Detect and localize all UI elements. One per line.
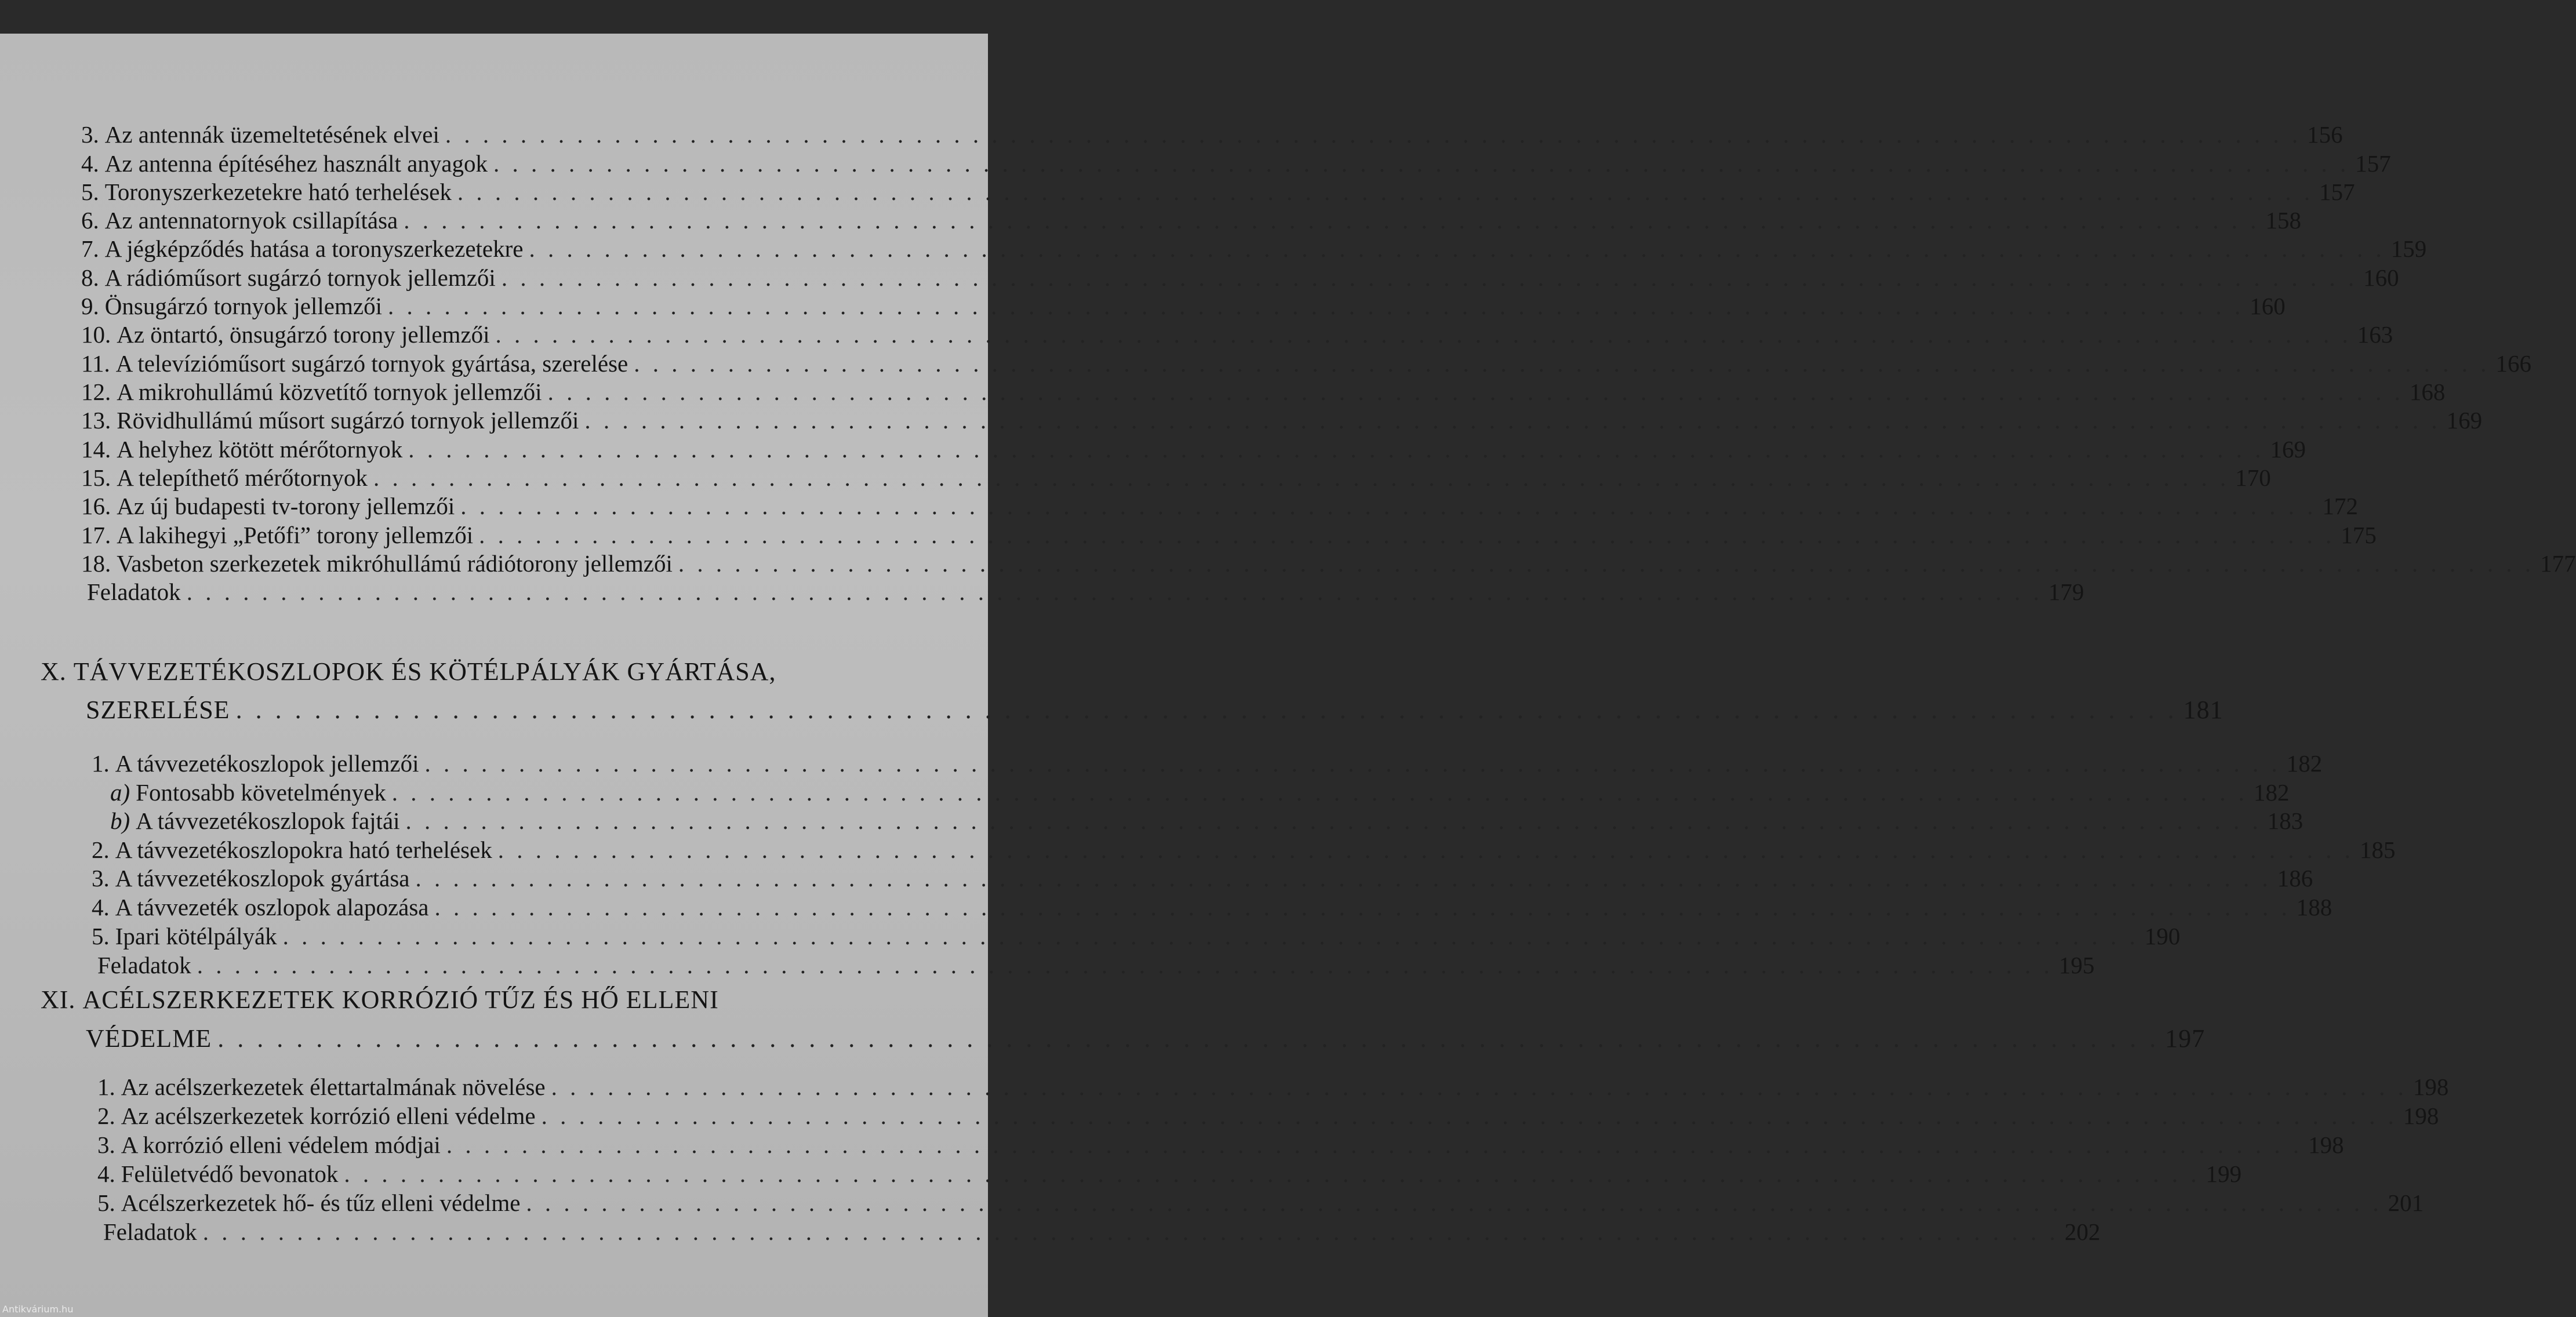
toc-entry (81, 349, 2531, 378)
leader-dots: . . . . . . . . . . . . . . . . . . . . . . . . . . . . . . . . . . . . . . . . . . . . . . . . . . . . . . . . . . . . . . . . . . . . . . . . . . . . . . . . . . . . . . . . . . . . . . . . . . . (197, 952, 2053, 978)
leader-dots: . . . . . . . . . . . . . . . . . . . . . . . . . . . . . . . . . . . . . . . . . . . . . . . . . . . . . . . . . . . . . . . . . . . . . . . . . . . . . . . . . . . . . . . . . . . . . . . . . . . (501, 264, 2358, 291)
entry-title: A mikrohullámú közvetítő tornyok jellemzői (117, 379, 542, 405)
entry-title: Az acélszerkezetek élettartalmának növelése (121, 1074, 546, 1100)
entry-number: 4. (97, 1160, 115, 1187)
entry-number: 6. (81, 207, 99, 234)
entry-title: Az antenna építéséhez használt anyagok (104, 150, 488, 177)
toc-subentry (110, 806, 2303, 835)
leader-dots: . . . . . . . . . . . . . . . . . . . . . . . . . . . . . . . . . . . . . . . . . . . . . . . . . . . . . . . . . . . . . . . . . . . . . . . . . . . . . . . . . . . . . . . . . . . . . . . . . . . (547, 379, 2404, 405)
entry-title: Vasbeton szerkezetek mikróhullámú rádiótorony jellemzői (117, 550, 673, 577)
entry-page-number: 201 (2388, 1189, 2424, 1216)
entry-number: a) (110, 779, 130, 806)
entry-number: 3. (81, 121, 99, 148)
entry-number: 2. (97, 1103, 115, 1129)
leader-dots: . . . . . . . . . . . . . . . . . . . . . . . . . . . . . . . . . . . . . . . . . . . . . . . . . . . . . . . . . . . . . . . . . . . . . . . . . . . . . . . . . . . . . . . . . . . . . . . . . . . (415, 865, 2272, 892)
entry-number: 3. (92, 865, 110, 892)
toc-entry (81, 377, 2446, 406)
leader-dots: . . . . . . . . . . . . . . . . . . . . . . . . . . . . . . . . . . . . . . . . . . . . . . . . . . . . . . . . . . . . . . . . . . . . . . . . . . . . . . . . . . . . . . . . . . . . . . . . . . . (282, 923, 2139, 949)
entry-number: 16. (81, 493, 111, 519)
entry-page-number: 168 (2409, 379, 2446, 405)
entry-title: A távvezeték oszlopok alapozása (115, 894, 429, 921)
entry-title: Önsugárzó tornyok jellemzői (104, 293, 382, 319)
chapter-title-line-2: VÉDELME (86, 1024, 212, 1053)
toc-entry (81, 177, 2355, 206)
leader-dots: . . . . . . . . . . . . . . . . . . . . . . . . . . . . . . . . . . . . . . . . . . . . . . . . . . . . . . . . . . . . . . . . . . . . . . . . . . . . . . . . . . . . . . . . . . . . . . . . . . . (217, 1024, 2160, 1053)
chapter-title-line-1: ACÉLSZERKEZETEK KORRÓZIÓ TŰZ ÉS HŐ ELLENI (82, 985, 719, 1014)
entry-number: 8. (81, 264, 99, 291)
entry-number: 7. (81, 235, 99, 262)
entry-title: Toronyszerkezetekre ható terhelések (104, 179, 452, 205)
chapter-title-line-1: TÁVVEZETÉKOSZLOPOK ÉS KÖTÉLPÁLYÁK GYÁRTÁSA, (73, 657, 776, 686)
entry-title: Acélszerkezetek hő- és tűz elleni védelme (121, 1189, 521, 1216)
entry-title: A telepíthető mérőtornyok (117, 464, 368, 491)
entry-number: 10. (81, 321, 111, 348)
leader-dots: . . . . . . . . . . . . . . . . . . . . . . . . . . . . . . . . . . . . . . . . . . . . . . . . . . . . . . . . . . . . . . . . . . . . . . . . . . . . . . . . . . . . . . . . . . . . . . . . . . . (404, 207, 2260, 234)
entry-title: A távvezetékoszlopokra ható terhelések (115, 836, 492, 863)
entry-title: A távvezetékoszlopok fajtái (136, 807, 400, 834)
toc-subentry (110, 778, 2290, 807)
entry-number: 3. (97, 1132, 115, 1158)
entry-title: Feladatok (97, 952, 191, 978)
book-page (0, 34, 2576, 1317)
entry-page-number: 190 (2144, 923, 2181, 949)
entry-page-number: 175 (2341, 522, 2377, 548)
entry-title: A korrózió elleni védelem módjai (121, 1132, 441, 1158)
toc-entry (81, 577, 2084, 606)
entry-number: 12. (81, 379, 111, 405)
leader-dots: . . . . . . . . . . . . . . . . . . . . . . . . . . . . . . . . . . . . . . . . . . . . . . . . . . . . . . . . . . . . . . . . . . . . . . . . . . . . . . . . . . . . . . . . . . . . . . . . . . . (434, 894, 2291, 921)
entry-page-number: 166 (2495, 350, 2531, 377)
entry-number: 5. (81, 179, 99, 205)
chapter-page-number: 197 (2165, 1024, 2206, 1053)
entry-title: Az antennatornyok csillapítása (104, 207, 398, 234)
watermark: Antikvárium.hu (2, 1304, 74, 1315)
chapter-numeral: XI. (41, 985, 83, 1014)
entry-number: 18. (81, 550, 111, 577)
entry-page-number: 202 (2064, 1218, 2101, 1245)
toc-entry (97, 1188, 2424, 1217)
leader-dots: . . . . . . . . . . . . . . . . . . . . . . . . . . . . . . . . . . . . . . . . . . . . . . . . . . . . . . . . . . . . . . . . . . . . . . . . . . . . . . . . . . . . . . . . . . . . . . . . . . . (634, 350, 2490, 377)
leader-dots: . . . . . . . . . . . . . . . . . . . . . . . . . . . . . . . . . . . . . . . . . . . . . . . . . . . . . . . . . . . . . . . . . . . . . . . . . . . . . . . . . . . . . . . . . . . . . . . . . . . (446, 1132, 2303, 1158)
toc-entry (81, 435, 2306, 464)
toc-entry (97, 1101, 2439, 1130)
entry-page-number: 160 (2363, 264, 2399, 291)
entry-title: A helyhez kötött mérőtornyok (117, 436, 403, 463)
toc-entry (81, 521, 2377, 550)
entry-page-number: 169 (2270, 436, 2306, 463)
entry-number: 14. (81, 436, 111, 463)
toc-entry (81, 463, 2271, 492)
leader-dots: . . . . . . . . . . . . . . . . . . . . . . . . . . . . . . . . . . . . . . . . . . . . . . . . . . . . . . . . . . . . . . . . . . . . . . . . . . . . . . . . . . . . . . . . . . . . . . . . . . . (373, 464, 2230, 491)
entry-page-number: 199 (2206, 1160, 2242, 1187)
toc-entry (92, 893, 2332, 922)
toc-entry (81, 549, 2576, 578)
leader-dots: . . . . . . . . . . . . . . . . . . . . . . . . . . . . . . . . . . . . . . . . . . . . . . . . . . . . . . . . . . . . . . . . . . . . . . . . . . . . . . . . . . . . . . . . . . . . . . . . . . . (186, 579, 2043, 605)
entry-page-number: 172 (2322, 493, 2358, 519)
entry-number: 15. (81, 464, 111, 491)
entry-page-number: 195 (2058, 952, 2095, 978)
toc-entry (92, 835, 2396, 864)
entry-title: A jégképződés hatása a toronyszerkezetekre (104, 235, 524, 262)
toc-entry (81, 406, 2483, 435)
entry-page-number: 186 (2277, 865, 2313, 892)
leader-dots: . . . . . . . . . . . . . . . . . . . . . . . . . . . . . . . . . . . . . . . . . . . . . . . . . . . . . . . . . . . . . . . . . . . . . . . . . . . . . . . . . . . . . . . . . . . . . . . . . . . (424, 750, 2281, 777)
leader-dots: . . . . . . . . . . . . . . . . . . . . . . . . . . . . . . . . . . . . . . . . . . . . . . . . . . . . . . . . . . . . . . . . . . . . . . . . . . . . . . . . . . . . . . . . . . . . . . . . . . . (541, 1103, 2397, 1129)
entry-title: Fontosabb követelmények (136, 779, 386, 806)
toc-entry (81, 120, 2343, 149)
entry-page-number: 177 (2540, 550, 2576, 577)
toc-entry (81, 292, 2286, 321)
toc-entry (81, 263, 2399, 292)
leader-dots: . . . . . . . . . . . . . . . . . . . . . . . . . . . . . . . . . . . . . . . . . . . . . . . . . . . . . . . . . . . . . . . . . . . . . . . . . . . . . . . . . . . . . . . . . . . . . . . . . . . (408, 436, 2265, 463)
entry-page-number: 183 (2267, 807, 2303, 834)
entry-page-number: 198 (2412, 1074, 2449, 1100)
entry-page-number: 170 (2235, 464, 2271, 491)
chapter-numeral: X. (41, 657, 74, 686)
leader-dots: . . . . . . . . . . . . . . . . . . . . . . . . . . . . . . . . . . . . . . . . . . . . . . . . . . . . . . . . . . . . . . . . . . . . . . . . . . . . . . . . . . . . . . . . . . . . . . . . . . . (493, 150, 2350, 177)
entry-page-number: 198 (2403, 1103, 2439, 1129)
entry-page-number: 169 (2446, 407, 2483, 434)
entry-page-number: 198 (2308, 1132, 2344, 1158)
toc-entry (92, 922, 2181, 951)
entry-number: 2. (92, 836, 110, 863)
entry-page-number: 182 (2286, 750, 2323, 777)
leader-dots: . . . . . . . . . . . . . . . . . . . . . . . . . . . . . . . . . . . . . . . . . . . . . . . . . . . . . . . . . . . . . . . . . . . . . . . . . . . . . . . . . . . . . . . . . . . . . . . . . . . (460, 493, 2317, 519)
entry-number: 5. (97, 1189, 115, 1216)
entry-number: 1. (92, 750, 110, 777)
entry-page-number: 179 (2048, 579, 2084, 605)
toc-entry (81, 234, 2427, 263)
entry-title: Felületvédő bevonatok (121, 1160, 339, 1187)
entry-number: 9. (81, 293, 99, 319)
entry-page-number: 156 (2307, 121, 2343, 148)
entry-title: Feladatok (103, 1218, 197, 1245)
leader-dots: . . . . . . . . . . . . . . . . . . . . . . . . . . . . . . . . . . . . . . . . . . . . . . . . . . . . . . . . . . . . . . . . . . . . . . . . . . . . . . . . . . . . . . . . . . . . . . . . . . . (584, 407, 2441, 434)
entry-title: Ipari kötélpályák (115, 923, 277, 949)
leader-dots: . . . . . . . . . . . . . . . . . . . . . . . . . . . . . . . . . . . . . . . . . . . . . . . . . . . . . . . . . . . . . . . . . . . . . . . . . . . . . . . . . . . . . . . . . . . . . . . . . . . (344, 1160, 2200, 1187)
entry-title: A távvezetékoszlopok jellemzői (115, 750, 419, 777)
entry-page-number: 157 (2319, 179, 2355, 205)
leader-dots: . . . . . . . . . . . . . . . . . . . . . . . . . . . . . . . . . . . . . . . . . . . . . . . . . . . . . . . . . . . . . . . . . . . . . . . . . . . . . . . . . . . . . . . . . . . . . . . . . . . (457, 179, 2314, 205)
leader-dots: . . . . . . . . . . . . . . . . . . . . . . . . . . . . . . . . . . . . . . . . . . . . . . . . . . . . . . . . . . . . . . . . . . . . . . . . . . . . . . . . . . . . . . . . . . . . . . . . . . . (526, 1189, 2382, 1216)
entry-title: Rövidhullámú műsort sugárzó tornyok jellemzői (117, 407, 579, 434)
entry-title: A lakihegyi „Petőfi” torony jellemzői (117, 522, 474, 548)
entry-number: 4. (92, 894, 110, 921)
entry-number: 5. (92, 923, 110, 949)
entry-page-number: 160 (2250, 293, 2286, 319)
entry-title: A rádióműsort sugárzó tornyok jellemzői (104, 264, 496, 291)
entry-title: Feladatok (87, 579, 181, 605)
leader-dots: . . . . . . . . . . . . . . . . . . . . . . . . . . . . . . . . . . . . . . . . . . . . . . . . . . . . . . . . . . . . . . . . . . . . . . . . . . . . . . . . . . . . . . . . . . . . . . . . . . . (678, 550, 2535, 577)
entry-page-number: 163 (2357, 321, 2393, 348)
entry-page-number: 157 (2355, 150, 2391, 177)
leader-dots: . . . . . . . . . . . . . . . . . . . . . . . . . . . . . . . . . . . . . . . . . . . . . . . . . . . . . . . . . . . . . . . . . . . . . . . . . . . . . . . . . . . . . . . . . . . . . . . . . . . (235, 696, 2178, 724)
leader-dots: . . . . . . . . . . . . . . . . . . . . . . . . . . . . . . . . . . . . . . . . . . . . . . . . . . . . . . . . . . . . . . . . . . . . . . . . . . . . . . . . . . . . . . . . . . . . . . . . . . . (391, 779, 2248, 806)
leader-dots: . . . . . . . . . . . . . . . . . . . . . . . . . . . . . . . . . . . . . . . . . . . . . . . . . . . . . . . . . . . . . . . . . . . . . . . . . . . . . . . . . . . . . . . . . . . . . . . . . . . (497, 836, 2355, 863)
toc-entry (81, 149, 2391, 178)
leader-dots: . . . . . . . . . . . . . . . . . . . . . . . . . . . . . . . . . . . . . . . . . . . . . . . . . . . . . . . . . . . . . . . . . . . . . . . . . . . . . . . . . . . . . . . . . . . . . . . . . . . (479, 522, 2335, 548)
toc-entry (81, 206, 2301, 235)
toc-entry (92, 951, 2095, 980)
leader-dots: . . . . . . . . . . . . . . . . . . . . . . . . . . . . . . . . . . . . . . . . . . . . . . . . . . . . . . . . . . . . . . . . . . . . . . . . . . . . . . . . . . . . . . . . . . . . . . . . . . . (551, 1074, 2407, 1100)
entry-title: A távvezetékoszlopok gyártása (115, 865, 410, 892)
entry-page-number: 159 (2390, 235, 2427, 262)
toc-entry (92, 749, 2323, 778)
entry-page-number: 188 (2296, 894, 2332, 921)
entry-number: 13. (81, 407, 111, 434)
toc-entry (92, 864, 2313, 893)
toc-entry (81, 320, 2393, 349)
toc-entry (97, 1217, 2101, 1246)
leader-dots: . . . . . . . . . . . . . . . . . . . . . . . . . . . . . . . . . . . . . . . . . . . . . . . . . . . . . . . . . . . . . . . . . . . . . . . . . . . . . . . . . . . . . . . . . . . . . . . . . . . (529, 235, 2385, 262)
entry-number: b) (110, 807, 130, 834)
toc-entry (97, 1159, 2242, 1188)
toc-entry (81, 492, 2358, 521)
entry-number: 17. (81, 522, 111, 548)
entry-number: 11. (81, 350, 110, 377)
entry-title: Az öntartó, önsugárzó torony jellemzői (117, 321, 490, 348)
leader-dots: . . . . . . . . . . . . . . . . . . . . . . . . . . . . . . . . . . . . . . . . . . . . . . . . . . . . . . . . . . . . . . . . . . . . . . . . . . . . . . . . . . . . . . . . . . . . . . . . . . . (445, 121, 2302, 148)
entry-page-number: 182 (2253, 779, 2290, 806)
entry-title: Az új budapesti tv-torony jellemzői (117, 493, 455, 519)
leader-dots: . . . . . . . . . . . . . . . . . . . . . . . . . . . . . . . . . . . . . . . . . . . . . . . . . . . . . . . . . . . . . . . . . . . . . . . . . . . . . . . . . . . . . . . . . . . . . . . . . . . (405, 807, 2262, 834)
entry-title: Az antennák üzemeltetésének elvei (104, 121, 439, 148)
toc-entry (97, 1072, 2449, 1101)
entry-page-number: 158 (2265, 207, 2301, 234)
entry-number: 1. (97, 1074, 115, 1100)
leader-dots: . . . . . . . . . . . . . . . . . . . . . . . . . . . . . . . . . . . . . . . . . . . . . . . . . . . . . . . . . . . . . . . . . . . . . . . . . . . . . . . . . . . . . . . . . . . . . . . . . . . (495, 321, 2352, 348)
chapter-page-number: 181 (2183, 696, 2223, 724)
leader-dots: . . . . . . . . . . . . . . . . . . . . . . . . . . . . . . . . . . . . . . . . . . . . . . . . . . . . . . . . . . . . . . . . . . . . . . . . . . . . . . . . . . . . . . . . . . . . . . . . . . . (387, 293, 2244, 319)
entry-title: Az acélszerkezetek korrózió elleni védelme (121, 1103, 536, 1129)
entry-page-number: 185 (2360, 836, 2396, 863)
entry-title: A televízióműsort sugárzó tornyok gyártása, szerelése (115, 350, 628, 377)
entry-number: 4. (81, 150, 99, 177)
toc-entry (97, 1130, 2344, 1159)
leader-dots: . . . . . . . . . . . . . . . . . . . . . . . . . . . . . . . . . . . . . . . . . . . . . . . . . . . . . . . . . . . . . . . . . . . . . . . . . . . . . . . . . . . . . . . . . . . . . . . . . . . (202, 1218, 2059, 1245)
chapter-title-line-2: SZERELÉSE (86, 696, 230, 724)
